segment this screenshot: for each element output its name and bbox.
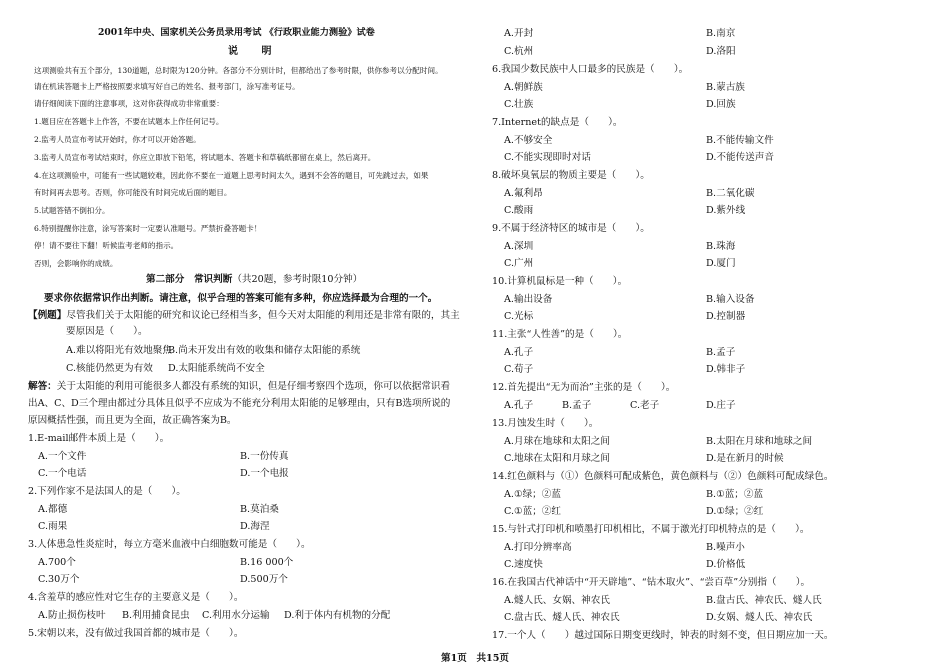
option-a: A.月球在地球和太阳之间 (504, 436, 610, 447)
option-d: D.500万个 (240, 574, 288, 585)
option-d: D.庄子 (706, 400, 736, 411)
option-a: A.①绿；②蓝 (504, 489, 561, 500)
option-b: B.盘古氏、神农氏、燧人氏 (706, 595, 822, 606)
explanation-line-2: 出A、C、D三个理由都过分具体且似乎不应成为不能充分利用太阳能的足够理由，只有B选项所说的 (28, 398, 451, 409)
instruction-line: 3.监考人员宣布考试结束时，你应立即放下铅笔，将试题本、答题卡和草稿纸都留在桌上，然后离开。 (34, 153, 376, 162)
option-d: D.回族 (706, 99, 736, 110)
part2-requirement: 要求你依据常识作出判断。请注意，似乎合理的答案可能有多种，你应选择最为合理的一个。 (44, 293, 438, 304)
example-line-2: 要原因是（ ）。 (66, 326, 148, 337)
question-stem: 16.在我国古代神话中“开天辟地”、“钻木取火”、“尝百草”分别指（ ）。 (492, 577, 811, 588)
option-c: C.雨果 (38, 521, 68, 532)
option-a: A.孔子 (504, 400, 534, 411)
question-stem: 1.E-mail邮件本质上是（ ）。 (28, 433, 170, 444)
instruction-line: 4.在这项测验中，可能有一些试题较难，因此你不要在一道题上思考时间太久，遇到不会答的题目，可先跳过去，如果 (34, 171, 429, 180)
instruction-line: 停！请不要往下翻！听候监考老师的指示。 (34, 241, 179, 250)
option-b: B.噪声小 (706, 542, 745, 553)
question-stem: 13.月蚀发生时（ ）。 (492, 418, 599, 429)
option-d: D.利于体内有机物的分配 (284, 610, 391, 621)
part2-note: （共20题，参考时限10分钟） (232, 274, 363, 285)
option-a: A.一个文件 (38, 451, 87, 462)
option-b: B.①蓝；②蓝 (706, 489, 764, 500)
option-a: A.深圳 (504, 241, 534, 252)
part2-heading-row (146, 273, 362, 286)
question-stem: 11.主张“人性善”的是（ ）。 (492, 329, 628, 340)
question-stem: 2.下列作家不是法国人的是（ ）。 (28, 486, 186, 497)
option-b: B.16 000个 (240, 557, 294, 568)
option-b: B.莫泊桑 (240, 504, 279, 515)
option-c: C.壮族 (504, 99, 534, 110)
question-stem: 4.含羞草的感应性对它生存的主要意义是（ ）。 (28, 592, 244, 603)
example-option-b: B.尚未开发出有效的收集和储存太阳能的系统 (168, 345, 361, 356)
option-b: B.太阳在月球和地球之间 (706, 436, 813, 447)
question-stem: 14.红色颜料与（①）色颜料可配成紫色，黄色颜料与（②）色颜料可配成绿色。 (492, 471, 834, 482)
instruction-line: 否则，会影响你的成绩。 (34, 259, 118, 268)
option-b: B.孟子 (706, 347, 736, 358)
option-c: C.①蓝；②红 (504, 506, 562, 517)
option-b: B.孟子 (562, 400, 592, 411)
option-a: A.氟利昂 (504, 188, 543, 199)
instruction-line: 这项测验共有五个部分，130道题，总时限为120分钟。各部分不分别计时，但都给出了参考时限，供你参考以分配时间。 (34, 66, 443, 75)
option-c: C.广州 (504, 258, 534, 269)
example-line-1 (28, 309, 460, 322)
option-c: C.一个电话 (38, 468, 87, 479)
question-stem: 3.人体患急性炎症时，每立方毫米血液中白细胞数可能是（ ）。 (28, 539, 311, 550)
example-text: 尽管我们关于太阳能的研究和议论已经相当多，但今天对太阳能的利用还是非常有限的，其主 (66, 310, 460, 321)
option-a: A.燧人氏、女娲、神农氏 (504, 595, 610, 606)
instruction-line: 6.特别提醒你注意，涂写答案时一定要认准题号。严禁折叠答题卡！ (34, 224, 262, 233)
option-c: C.盘古氏、燧人氏、神农氏 (504, 612, 620, 623)
option-b: B.利用捕食昆虫 (122, 610, 190, 621)
option-a: A.孔子 (504, 347, 534, 358)
option-b: B.一份传真 (240, 451, 289, 462)
question-stem: 5.宋朝以来，没有做过我国首都的城市是（ ）。 (28, 628, 244, 639)
example-label: 【例题】 (28, 310, 67, 321)
option-a: A.不够安全 (504, 135, 553, 146)
option-a: A.700个 (38, 557, 76, 568)
question-stem: 9.不属于经济特区的城市是（ ）。 (492, 223, 650, 234)
option-d: D.紫外线 (706, 205, 746, 216)
option-b: B.南京 (706, 28, 736, 39)
option-b: B.珠海 (706, 241, 736, 252)
option-a: A.输出设备 (504, 294, 553, 305)
option-c: C.杭州 (504, 46, 534, 57)
option-d: D.韩非子 (706, 364, 746, 375)
explanation-line-3: 原因概括性强，而且更为全面，故正确答案为B。 (28, 415, 237, 426)
option-a: A.朝鲜族 (504, 82, 543, 93)
option-d: D.价格低 (706, 559, 746, 570)
example-option-a: A.难以将阳光有效地聚焦 (66, 345, 172, 356)
option-b: B.蒙古族 (706, 82, 745, 93)
option-d: D.一个电报 (240, 468, 289, 479)
example-option-c: C.核能仍然更为有效 (66, 363, 153, 374)
explanation-label: 解答： (28, 381, 57, 392)
question-stem: 8.破坏臭氧层的物质主要是（ ）。 (492, 170, 650, 181)
option-c: C.不能实现即时对话 (504, 152, 591, 163)
option-a: A.都德 (38, 504, 68, 515)
option-d: D.是在新月的时候 (706, 453, 784, 464)
option-a: A.开封 (504, 28, 534, 39)
instructions-heading: 说 明 (228, 46, 282, 57)
instruction-line: 1.题目应在答题卡上作答，不要在试题本上作任何记号。 (34, 117, 224, 126)
question-stem: 12.首先提出“无为而治”主张的是（ ）。 (492, 382, 676, 393)
question-stem: 6.我国少数民族中人口最多的民族是（ ）。 (492, 64, 689, 75)
option-d: D.女娲、燧人氏、神农氏 (706, 612, 813, 623)
option-a: A.防止损伤枝叶 (38, 610, 106, 621)
option-d: D.控制器 (706, 311, 746, 322)
question-stem: 15.与针式打印机和喷墨打印机相比，不属于激光打印机特点的是（ ）。 (492, 524, 810, 535)
instruction-line: 5.试题答错不倒扣分。 (34, 206, 110, 215)
option-d: D.厦门 (706, 258, 736, 269)
option-d: D.①绿；②红 (706, 506, 764, 517)
explanation-text: 关于太阳能的利用可能很多人都没有系统的知识，但是仔细考察四个选项，你可以依据常识看 (56, 381, 451, 392)
option-c: C.酸雨 (504, 205, 534, 216)
option-d: D.洛阳 (706, 46, 736, 57)
option-c: C.光标 (504, 311, 534, 322)
option-b: B.不能传输文件 (706, 135, 774, 146)
instruction-line: 有时间再去思考。否则，你可能没有时间完成后面的题目。 (34, 188, 232, 197)
option-a: A.打印分辨率高 (504, 542, 572, 553)
instruction-line: 请仔细阅读下面的注意事项，这对你获得成功非常重要： (34, 99, 224, 108)
option-c: C.老子 (630, 400, 660, 411)
instruction-line: 请在机读答题卡上严格按照要求填写好自己的姓名、报考部门，涂写准考证号。 (34, 82, 300, 91)
example-option-d: D.太阳能系统尚不安全 (168, 363, 265, 374)
part2-heading: 第二部分 常识判断 (146, 274, 233, 285)
option-c: C.荀子 (504, 364, 534, 375)
question-stem: 17.一个人（ ）越过国际日期变更线时，钟表的时刻不变，但日期应加一天。 (492, 630, 834, 641)
option-d: D.海涅 (240, 521, 270, 532)
option-d: D.不能传送声音 (706, 152, 774, 163)
instruction-line: 2.监考人员宣布考试开始时，你才可以开始答题。 (34, 135, 201, 144)
question-stem: 10.计算机鼠标是一种（ ）。 (492, 276, 628, 287)
option-c: C.30万个 (38, 574, 80, 585)
page-title: 2001年中央、国家机关公务员录用考试 《行政职业能力测验》试卷 (98, 27, 375, 38)
option-c: C.速度快 (504, 559, 543, 570)
explanation-line-1 (28, 380, 450, 393)
option-c: C.利用水分运输 (202, 610, 270, 621)
question-stem: 7.Internet的缺点是（ ）。 (492, 117, 623, 128)
option-b: B.输入设备 (706, 294, 755, 305)
page-footer: 第1页 共15页 (441, 653, 509, 664)
option-c: C.地球在太阳和月球之间 (504, 453, 610, 464)
option-b: B.二氧化碳 (706, 188, 755, 199)
